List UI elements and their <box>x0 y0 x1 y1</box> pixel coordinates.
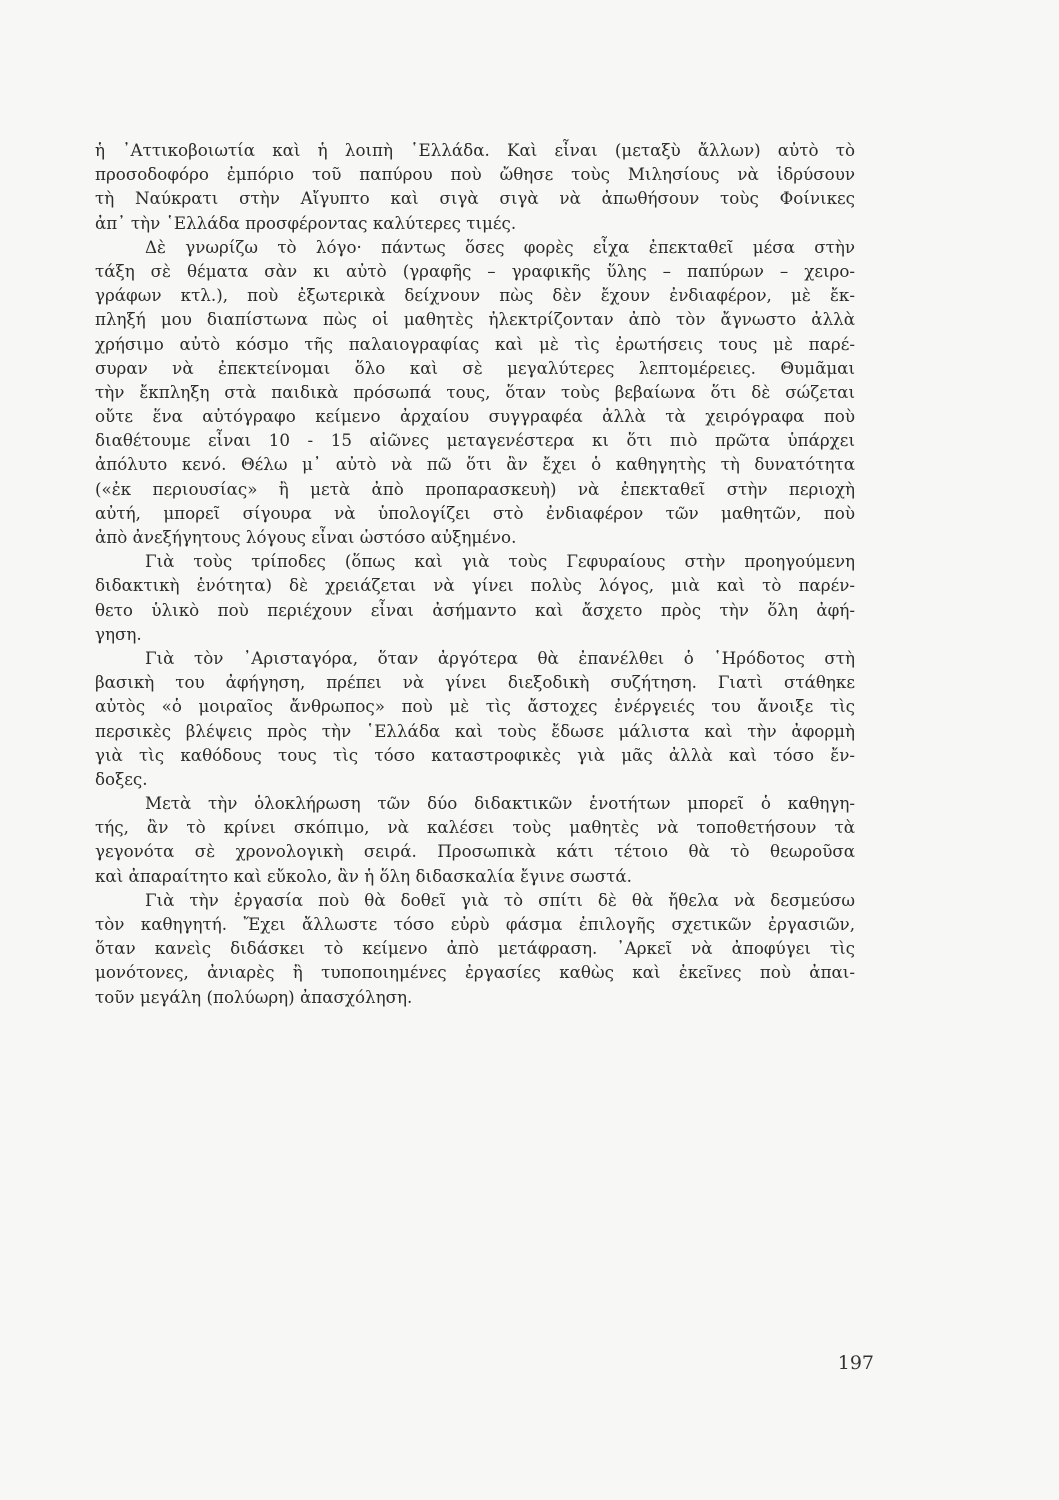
text-line: τάξη σὲ θέματα σὰν κι αὐτὸ (γραφῆς – γραφικῆς ὕλης – παπύρων – χειρο- <box>95 260 855 281</box>
text-line: Γιὰ τοὺς τρίποδες (ὅπως καὶ γιὰ τοὺς Γεφυραίους στὴν προηγούμενη <box>145 551 855 572</box>
text-line: προσοδοφόρο ἐμπόριο τοῦ παπύρου ποὺ ὤθησε τοὺς Μιλησίους νὰ ἱδρύσουν <box>95 164 855 185</box>
text-line: διδακτικὴ ἑνότητα) δὲ χρειάζεται νὰ γίνει πολὺς λόγος, μιὰ καὶ τὸ παρέν- <box>95 575 855 596</box>
text-line: ἡ ᾿Αττικοβοιωτία καὶ ἡ λοιπὴ ῾Ελλάδα. Καὶ εἶναι (μεταξὺ ἄλλων) αὐτὸ τὸ <box>95 140 855 160</box>
text-line: καὶ ἀπαραίτητο καὶ εὔκολο, ἂν ἡ ὅλη διδασκαλία ἔγινε σωστά. <box>95 865 632 886</box>
text-line: ὅταν κανεὶς διδάσκει τὸ κείμενο ἀπὸ μετάφραση. ᾿Αρκεῖ νὰ ἀποφύγει τὶς <box>95 938 855 959</box>
text-line: πληξή μου διαπίστωνα πὼς οἱ μαθητὲς ἠλεκτρίζονταν ἀπὸ τὸν ἄγνωστο ἀλλὰ <box>95 309 855 330</box>
text-line: αὐτὸς «ὁ μοιραῖος ἄνθρωπος» ποὺ μὲ τὶς ἄστοχες ἐνέργειές του ἄνοιξε τὶς <box>95 696 855 717</box>
text-line: τὴ Ναύκρατι στὴν Αἴγυπτο καὶ σιγὰ σιγὰ νὰ ἀπωθήσουν τοὺς Φοίνικες <box>95 188 855 209</box>
text-line: ἀπὸ ἀνεξήγητους λόγους εἶναι ὡστόσο αὐξημένο. <box>95 527 517 547</box>
text-line: ἀπ᾿ τὴν ῾Ελλάδα προσφέροντας καλύτερες τιμές. <box>95 212 517 233</box>
text-line: Γιὰ τὸν ᾿Αρισταγόρα, ὅταν ἀργότερα θὰ ἐπανέλθει ὁ ῾Ηρόδοτος στὴ <box>145 647 855 668</box>
text-line: γράφων κτλ.), ποὺ ἐξωτερικὰ δείχνουν πὼς δὲν ἔχουν ἐνδιαφέρον, μὲ ἔκ- <box>95 285 855 306</box>
text-line: αὐτή, μπορεῖ σίγουρα νὰ ὑπολογίζει στὸ ἐνδιαφέρον τῶν μαθητῶν, ποὺ <box>95 502 855 523</box>
text-line: χρήσιμο αὐτὸ κόσμο τῆς παλαιογραφίας καὶ μὲ τὶς ἐρωτήσεις τους μὲ παρέ- <box>95 333 855 354</box>
text-line: θετο ὑλικὸ ποὺ περιέχουν εἶναι ἀσήμαντο καὶ ἄσχετο πρὸς τὴν ὅλη ἀφή- <box>95 599 855 620</box>
text-line: Γιὰ τὴν ἐργασία ποὺ θὰ δοθεῖ γιὰ τὸ σπίτι δὲ θὰ ἤθελα νὰ δεσμεύσω <box>145 889 855 910</box>
text-line: συραν νὰ ἐπεκτείνομαι ὅλο καὶ σὲ μεγαλύτερες λεπτομέρειες. Θυμᾶμαι <box>95 357 855 378</box>
text-line: γιὰ τὶς καθόδους τους τὶς τόσο καταστροφικὲς γιὰ μᾶς ἀλλὰ καὶ τόσο ἔν- <box>95 744 855 765</box>
body-text <box>95 138 855 1009</box>
text-line: γηση. <box>95 623 142 644</box>
text-line: τοῦν μεγάλη (πολύωρη) ἀπασχόληση. <box>95 986 413 1007</box>
text-line: τὴν ἔκπληξη στὰ παιδικὰ πρόσωπά τους, ὅταν τοὺς βεβαίωνα ὅτι δὲ σώζεται <box>95 381 855 402</box>
text-line: ἀπόλυτο κενό. Θέλω μ᾿ αὐτὸ νὰ πῶ ὅτι ἂν ἔχει ὁ καθηγητὴς τὴ δυνατότητα <box>95 454 855 475</box>
text-line: οὔτε ἕνα αὐτόγραφο κείμενο ἀρχαίου συγγραφέα ἀλλὰ τὰ χειρόγραφα ποὺ <box>95 406 855 427</box>
text-line: διαθέτουμε εἶναι 10 - 15 αἰῶνες μεταγενέστερα κι ὅτι πιὸ πρῶτα ὑπάρχει <box>95 430 855 451</box>
text-line: τὸν καθηγητή. Ἔχει ἄλλωστε τόσο εὐρὺ φάσμα ἐπιλογῆς σχετικῶν ἐργασιῶν, <box>95 914 855 934</box>
text-line: βασικὴ του ἀφήγηση, πρέπει νὰ γίνει διεξοδικὴ συζήτηση. Γιατὶ στάθηκε <box>95 672 855 693</box>
page-number: 197 <box>837 1352 874 1374</box>
text-line: Δὲ γνωρίζω τὸ λόγο· πάντως ὅσες φορὲς εἶχα ἐπεκταθεῖ μέσα στὴν <box>145 236 855 257</box>
text-line: («ἐκ περιουσίας» ἢ μετὰ ἀπὸ προπαρασκευὴ) νὰ ἐπεκταθεῖ στὴν περιοχὴ <box>95 478 855 499</box>
text-line: Μετὰ τὴν ὁλοκλήρωση τῶν δύο διδακτικῶν ἑνοτήτων μπορεῖ ὁ καθηγη- <box>145 793 855 814</box>
text-line: δοξες. <box>95 768 148 789</box>
text-line: γεγονότα σὲ χρονολογικὴ σειρά. Προσωπικὰ κάτι τέτοιο θὰ τὸ θεωροῦσα <box>95 841 855 862</box>
text-line: μονότονες, ἀνιαρὲς ἢ τυποποιημένες ἐργασίες καθὼς καὶ ἐκεῖνες ποὺ ἀπαι- <box>95 962 855 983</box>
text-line: περσικὲς βλέψεις πρὸς τὴν ῾Ελλάδα καὶ τοὺς ἔδωσε μάλιστα καὶ τὴν ἀφορμὴ <box>95 720 855 741</box>
text-line: τής, ἂν τὸ κρίνει σκόπιμο, νὰ καλέσει τοὺς μαθητὲς νὰ τοποθετήσουν τὰ <box>95 817 855 838</box>
